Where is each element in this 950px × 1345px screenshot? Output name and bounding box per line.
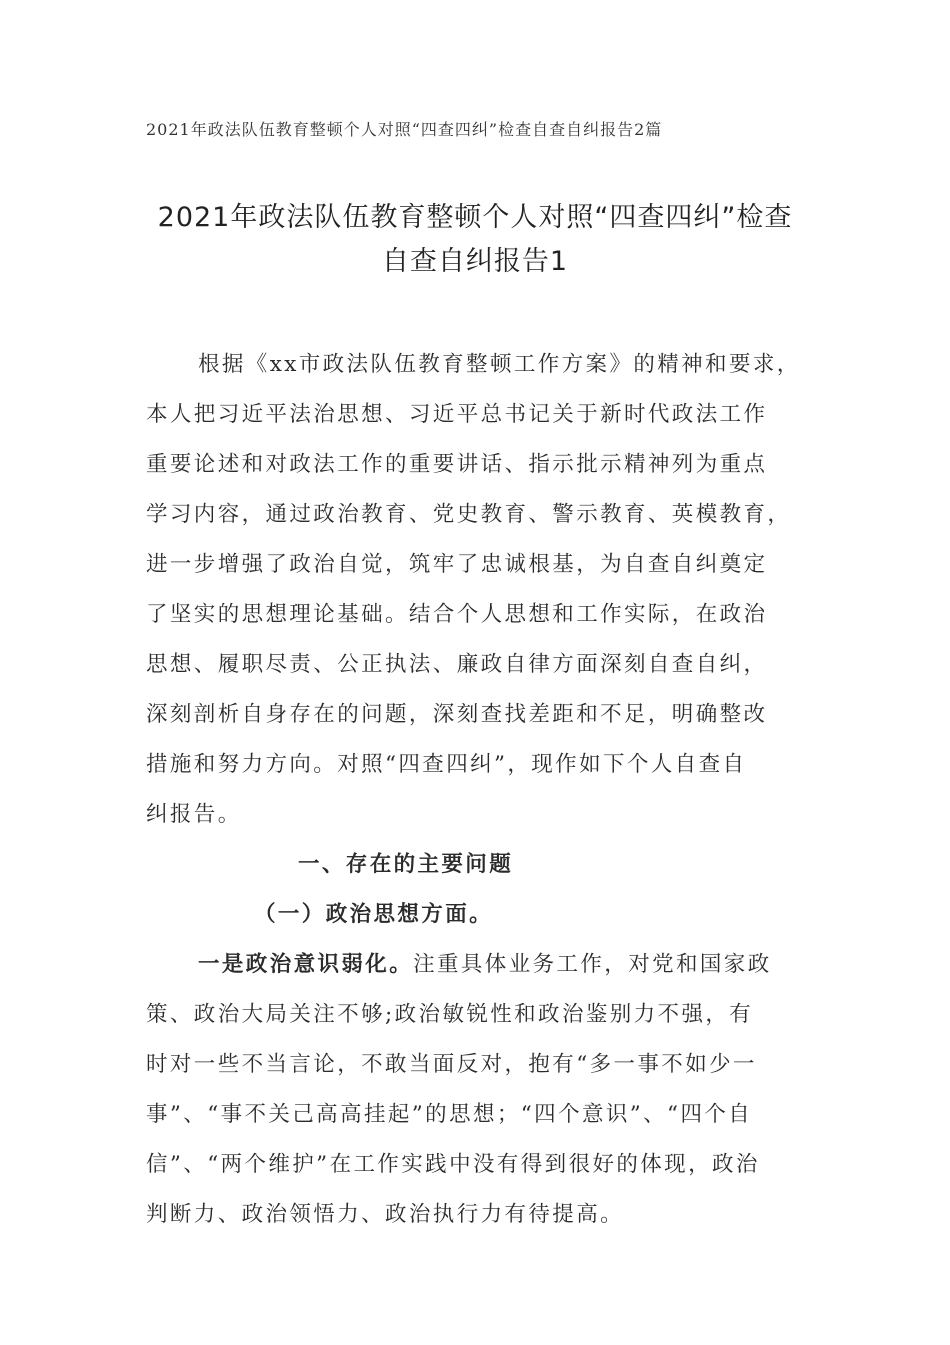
document-body (146, 340, 826, 1240)
intro-line: 重要论述和对政法工作的重要讲话、指示批示精神列为重点 (146, 452, 768, 477)
point-line: 策、政治大局关注不够;政治敏锐性和政治鉴别力不强，有 (146, 1002, 754, 1027)
point-lead: 一是政治意识弱化。 (198, 952, 414, 977)
point-line: 事”、“事不关己高高挂起”的思想；“四个意识”、“四个自 (146, 1102, 753, 1127)
title-line: 2021年政法队伍教育整顿个人对照“四查四纠”检查 (157, 202, 793, 233)
intro-line: 了坚实的思想理论基础。结合个人思想和工作实际，在政治 (146, 602, 768, 627)
point-text: 注重具体业务工作，对党和国家政 (413, 952, 772, 977)
title-line: 自查自纠报告1 (381, 246, 569, 277)
document-title (100, 196, 850, 284)
point-first-line (146, 940, 826, 990)
running-header: 2021年政法队伍教育整顿个人对照“四查四纠”检查自查自纠报告2篇 (146, 120, 663, 139)
intro-line: 本人把习近平法治思想、习近平总书记关于新时代政法工作 (146, 402, 768, 427)
intro-line: 思想、履职尽责、公正执法、廉政自律方面深刻自查自纠， (146, 652, 768, 677)
intro-line: 学习内容，通过政治教育、党史教育、警示教育、英模教育， (146, 502, 792, 527)
intro-line: 深刻剖析自身存在的问题，深刻查找差距和不足，明确整改 (146, 702, 768, 727)
intro-line: 进一步增强了政治自觉，筑牢了忠诚根基，为自查自纠奠定 (146, 552, 768, 577)
point-line: 信”、“两个维护”在工作实践中没有得到很好的体现，政治 (146, 1152, 760, 1177)
point-line: 判断力、政治领悟力、政治执行力有待提高。 (146, 1202, 625, 1227)
intro-line: 纠报告。 (146, 802, 242, 827)
subsection-heading: （一）政治思想方面。 (254, 902, 494, 927)
intro-line: 根据《xx市政法队伍教育整顿工作方案》的精神和要求， (198, 352, 801, 377)
intro-line: 措施和努力方向。对照“四查四纠”，现作如下个人自查自 (146, 752, 747, 777)
section-heading: 一、存在的主要问题 (298, 852, 514, 877)
point-line: 时对一些不当言论，不敢当面反对，抱有“多一事不如少一 (146, 1052, 757, 1077)
